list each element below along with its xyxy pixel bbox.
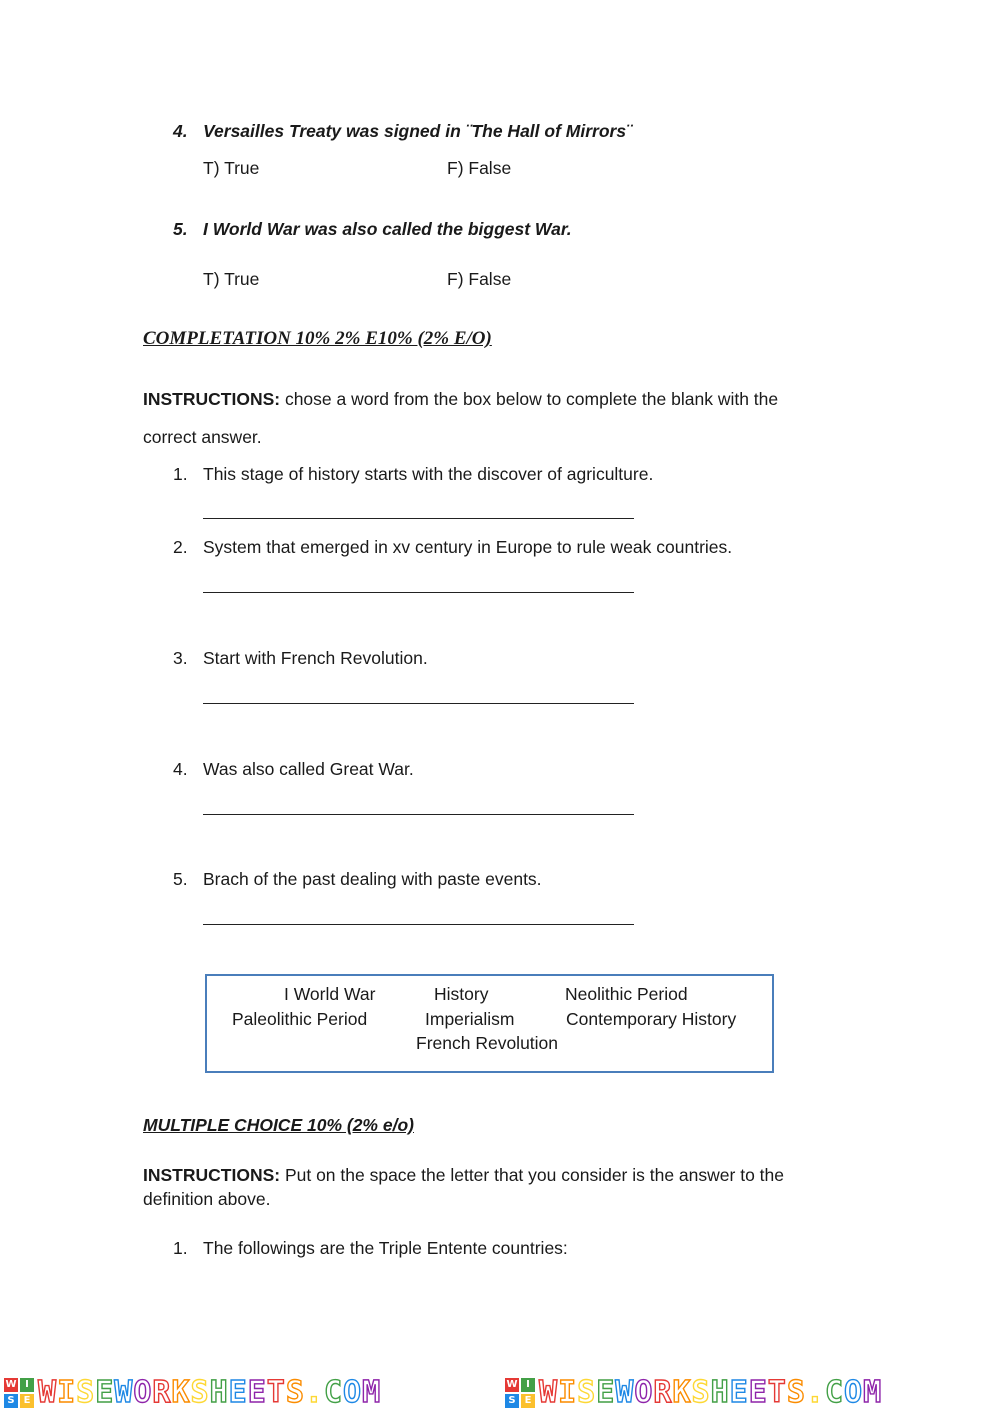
logo-letter: E (521, 1394, 535, 1408)
completion-item-3-number: 3. (173, 648, 188, 668)
completion-item-2-text: System that emerged in xv century in Europe to rule weak countries. (203, 537, 733, 557)
watermark-letter: . (805, 1375, 825, 1410)
completion-instructions-continued: correct answer. (143, 427, 262, 447)
watermark-letter: S (285, 1375, 305, 1410)
watermark-letter: E (247, 1375, 267, 1410)
logo-letter: W (506, 1379, 518, 1390)
watermark-letter: K (171, 1375, 191, 1410)
word-bank-word: Contemporary History (566, 1009, 737, 1029)
completion-item-4-text: Was also called Great War. (203, 759, 414, 779)
watermark-letter: O (343, 1375, 363, 1410)
completion-heading: COMPLETATION 10% 2% E10% (2% E/O) (143, 328, 492, 349)
watermark-letter: M (362, 1375, 382, 1410)
watermark-letter: K (672, 1375, 692, 1410)
tf-question-5-option-true: T) True (203, 269, 260, 289)
watermark-letter: S (577, 1375, 597, 1410)
watermark-letter: S (76, 1375, 96, 1410)
watermark-letter: H (710, 1375, 730, 1410)
multiple-choice-instructions-continued: definition above. (143, 1189, 271, 1209)
watermark-letter: I (558, 1375, 578, 1410)
watermark-letter: E (228, 1375, 248, 1410)
answer-blank-1[interactable] (203, 518, 634, 519)
completion-instructions (143, 389, 778, 410)
watermark-text (38, 1375, 382, 1410)
watermark-letter: T (767, 1375, 787, 1410)
word-bank-word: History (434, 984, 489, 1004)
multiple-choice-instructions-text: Put on the space the letter that you consider is the answer to the (280, 1165, 784, 1185)
watermark-letter: S (691, 1375, 711, 1410)
tf-question-5-text: I World War was also called the biggest War. (203, 219, 572, 239)
watermark-letter: C (824, 1375, 844, 1410)
completion-item-1-number: 1. (173, 464, 188, 484)
watermark-letter: M (863, 1375, 883, 1410)
watermark-letter: W (539, 1375, 559, 1410)
watermark-letter: E (95, 1375, 115, 1410)
watermark-letter: R (152, 1375, 172, 1410)
completion-instructions-text: chose a word from the box below to complete the blank with the (280, 389, 779, 409)
tf-question-4-text: Versailles Treaty was signed in ¨The Hall of Mirrors¨ (203, 121, 632, 141)
word-bank-word: French Revolution (416, 1033, 559, 1053)
multiple-choice-item-1-number: 1. (173, 1238, 188, 1258)
watermark-letter: E (729, 1375, 749, 1410)
watermark-letter: W (615, 1375, 635, 1410)
tf-question-5-option-false: F) False (447, 269, 512, 289)
watermark-letter: E (748, 1375, 768, 1410)
watermark-letter: C (323, 1375, 343, 1410)
watermark-letter: I (57, 1375, 77, 1410)
word-bank-word: Paleolithic Period (232, 1009, 368, 1029)
footer-watermark (0, 1372, 1000, 1413)
watermark-letter: T (266, 1375, 286, 1410)
completion-item-5-text: Brach of the past dealing with paste events. (203, 869, 542, 889)
watermark-group-2 (505, 1375, 883, 1410)
watermark-letter: S (786, 1375, 806, 1410)
logo-letter: I (20, 1378, 34, 1392)
watermark-text (539, 1375, 883, 1410)
watermark-letter: O (844, 1375, 864, 1410)
completion-item-5-number: 5. (173, 869, 188, 889)
answer-blank-3[interactable] (203, 703, 634, 704)
answer-blank-5[interactable] (203, 924, 634, 925)
logo-letter: S (505, 1394, 519, 1408)
watermark-group-1 (4, 1375, 382, 1410)
completion-item-1-text: This stage of history starts with the discover of agriculture. (203, 464, 654, 484)
logo-letter: I (521, 1378, 535, 1392)
word-bank-word: Imperialism (425, 1009, 515, 1029)
answer-blank-4[interactable] (203, 814, 634, 815)
watermark-letter: O (634, 1375, 654, 1410)
completion-instructions-label: INSTRUCTIONS: (143, 389, 281, 409)
multiple-choice-instructions-label: INSTRUCTIONS: (143, 1165, 281, 1185)
completion-item-2-number: 2. (173, 537, 188, 557)
watermark-letter: O (133, 1375, 153, 1410)
tf-question-4-option-false: F) False (447, 158, 512, 178)
multiple-choice-instructions (143, 1165, 784, 1186)
answer-blank-2[interactable] (203, 592, 634, 593)
watermark-letter: H (209, 1375, 229, 1410)
watermark-letter: . (304, 1375, 324, 1410)
completion-item-3-text: Start with French Revolution. (203, 648, 428, 668)
word-bank-word: Neolithic Period (565, 984, 688, 1004)
logo-letter: E (20, 1394, 34, 1408)
watermark-letter: W (114, 1375, 134, 1410)
tf-question-4-number: 4. (173, 121, 188, 141)
watermark-letter: S (190, 1375, 210, 1410)
wiseworksheets-logo-icon (505, 1378, 535, 1408)
logo-letter: W (5, 1379, 17, 1390)
watermark-letter: W (38, 1375, 58, 1410)
multiple-choice-heading: MULTIPLE CHOICE 10% (2% e/o) (143, 1115, 414, 1135)
tf-question-4-option-true: T) True (203, 158, 260, 178)
logo-letter: S (4, 1394, 18, 1408)
word-bank-word: I World War (284, 984, 376, 1004)
tf-question-5-number: 5. (173, 219, 188, 239)
completion-item-4-number: 4. (173, 759, 188, 779)
watermark-letter: R (653, 1375, 673, 1410)
multiple-choice-item-1-text: The followings are the Triple Entente countries: (203, 1238, 568, 1258)
watermark-letter: E (596, 1375, 616, 1410)
wiseworksheets-logo-icon (4, 1378, 34, 1408)
